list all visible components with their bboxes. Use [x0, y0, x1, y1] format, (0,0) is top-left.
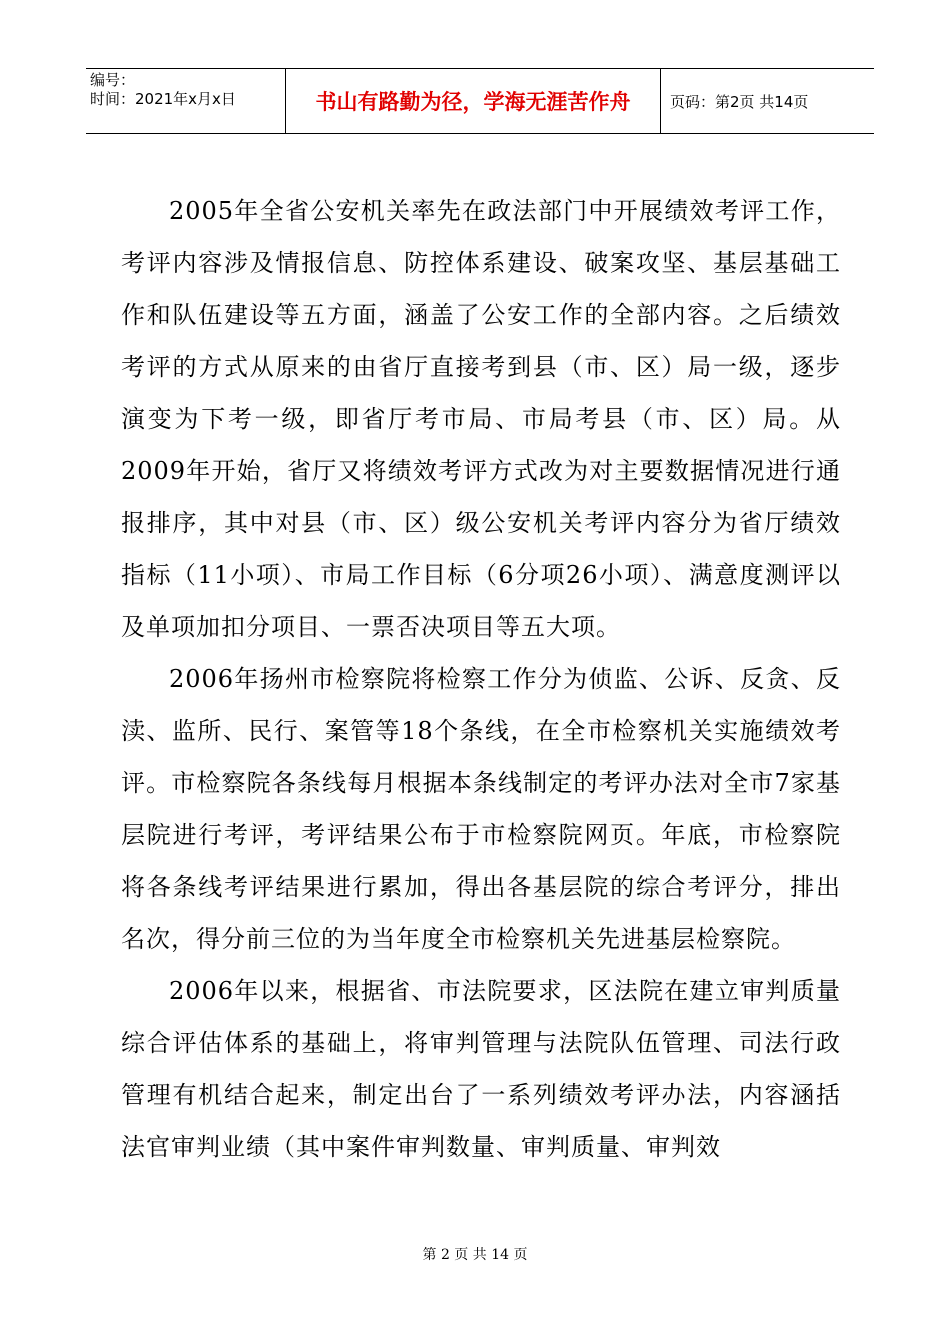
- document-time-label: 时间：2021年x月x日: [90, 90, 236, 108]
- document-body: [121, 185, 841, 1173]
- header-page-info: 页码：第2页 共14页: [670, 92, 809, 111]
- page-footer: 第 2 页 共 14 页: [422, 1247, 528, 1263]
- paragraph-court: 2006年以来，根据省、市法院要求，区法院在建立审判质量综合评估体系的基础上，将审判管理与法院队伍管理、司法行政管理有机结合起来，制定出台了一系列绩效考评办法，内容涵括法官审判业绩（其中案件审判数量、审判质量、审判效: [121, 977, 841, 1161]
- header-motto: 书山有路勤为径，学海无涯苦作舟: [315, 90, 631, 114]
- paragraph-public-security: 2005年全省公安机关率先在政法部门中开展绩效考评工作，考评内容涉及情报信息、防控体系建设、破案攻坚、基层基础工作和队伍建设等五方面，涵盖了公安工作的全部内容。之后绩效考评的方式从原来的由省厅直接考到县（市、区）局一级，逐步演变为下考一级，即省厅考市局、市局考县（市、区）局。从2009年开始，省厅又将绩效考评方式改为对主要数据情况进行通报排序，其中对县（市、区）级公安机关考评内容分为省厅绩效指标（11小项）、市局工作目标（6分项26小项）、满意度测评以及单项加扣分项目、一票否决项目等五大项。: [121, 197, 841, 641]
- document-number-label: 编号：: [90, 71, 136, 89]
- header-meta: [90, 71, 236, 109]
- paragraph-procuratorate: 2006年扬州市检察院将检察工作分为侦监、公诉、反贪、反渎、监所、民行、案管等18个条线，在全市检察机关实施绩效考评。市检察院各条线每月根据本条线制定的考评办法对全市7家基层院进行考评，考评结果公布于市检察院网页。年底，市检察院将各条线考评结果进行累加，得出各基层院的综合考评分，排出名次，得分前三位的为当年度全市检察机关先进基层检察院。: [121, 665, 841, 953]
- page-header: [86, 68, 874, 134]
- header-divider: [660, 69, 661, 133]
